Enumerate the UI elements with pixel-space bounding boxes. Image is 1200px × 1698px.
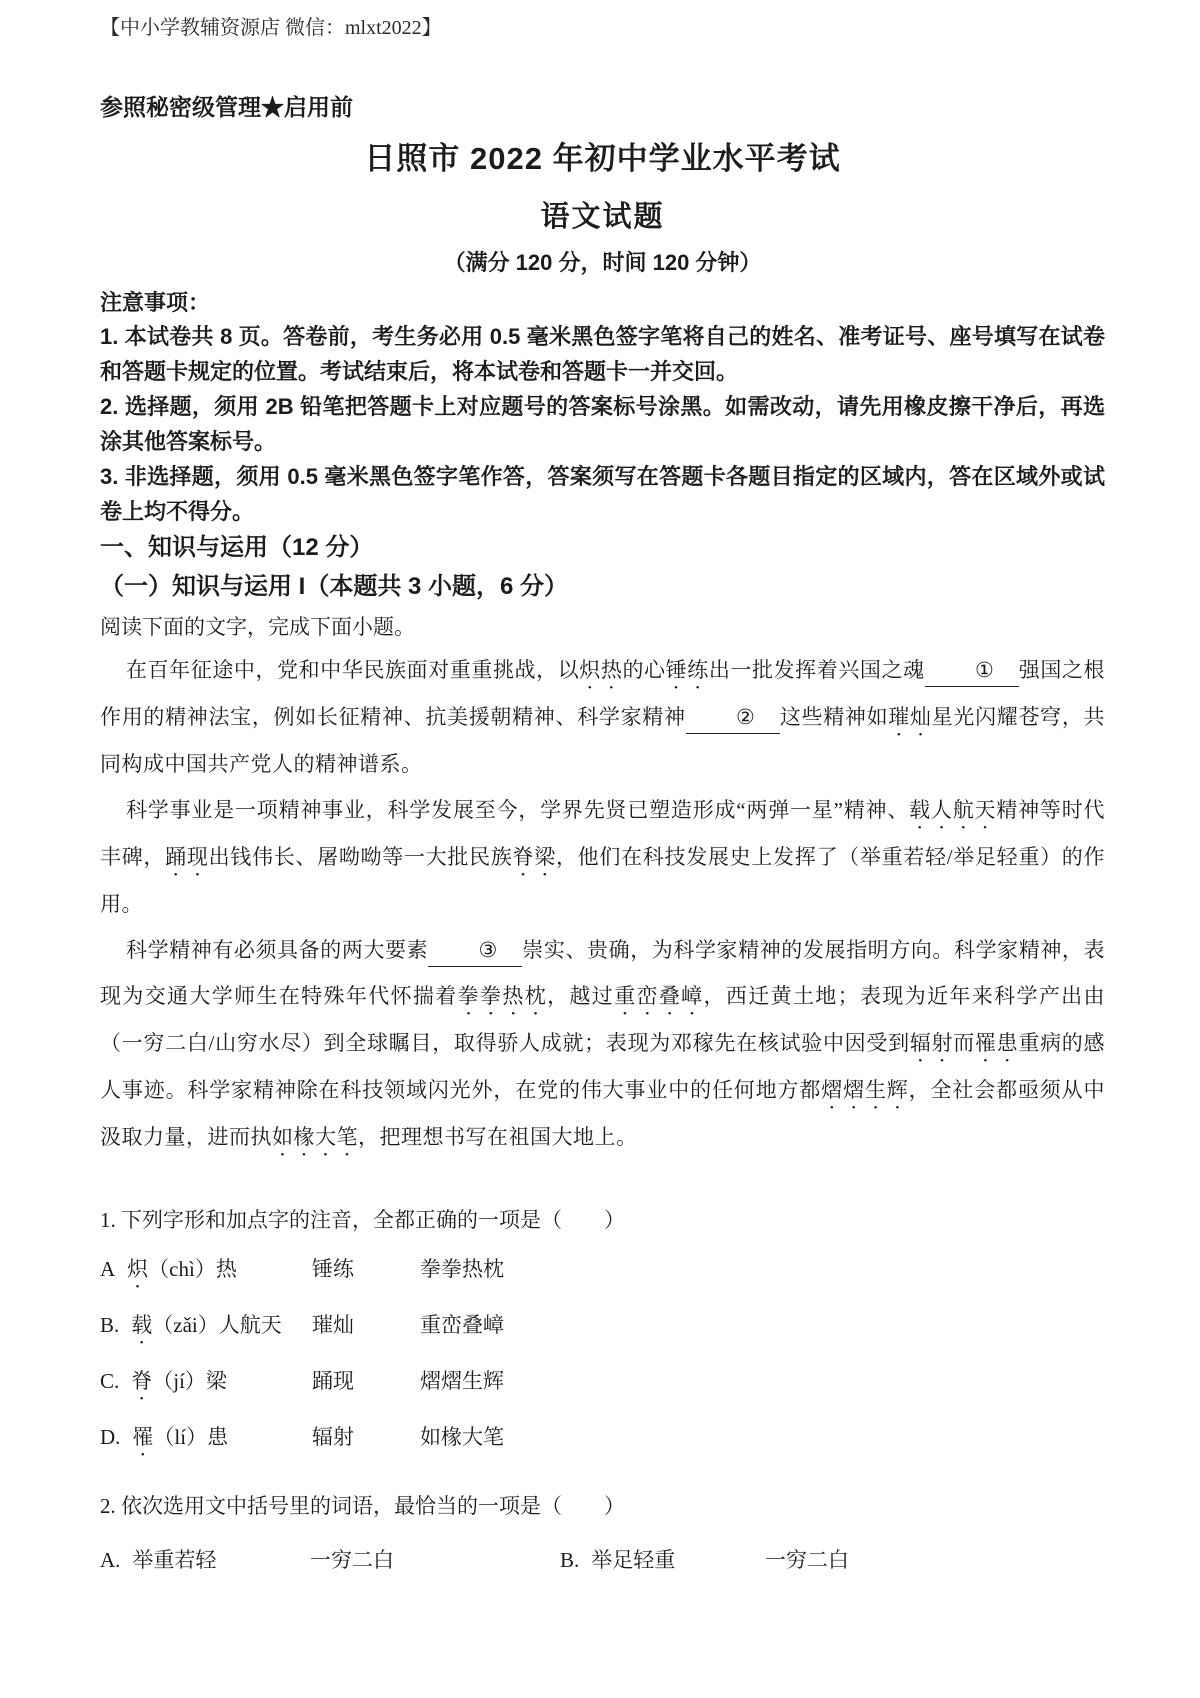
emphasized-text: 脊 [131, 1369, 153, 1393]
text-run: 熠熠生辉 [420, 1369, 504, 1393]
text-run: （zǎi）人航天 [152, 1313, 282, 1337]
passage-paragraph-2 [100, 787, 1105, 927]
text-run: 精神等时代丰碑， [100, 798, 1105, 869]
option-label: C. [100, 1369, 120, 1393]
question-2-options [100, 1543, 1105, 1577]
option-label: B. [560, 1548, 580, 1572]
text-run: ，全社会都亟须从中汲取力量，进而执 [100, 1078, 1106, 1149]
question-1-option-b [100, 1308, 1105, 1349]
exam-score-time-info: （满分 120 分，时间 120 分钟） [443, 250, 762, 275]
option-word [420, 1308, 1105, 1349]
option-word [420, 1364, 1105, 1405]
emphasized-text: 炽 [127, 1257, 149, 1281]
question-2 [100, 1489, 1105, 1577]
option-word [131, 1369, 227, 1393]
option-label: A. [100, 1548, 121, 1572]
option-word [312, 1308, 420, 1349]
text-run: ，他们在科技发展史上发挥了（举重若轻/举足轻重）的作用。 [100, 845, 1106, 916]
emphasized-text: 载 [131, 1313, 153, 1337]
option-cell [560, 1543, 765, 1577]
exam-title: 日照市 2022 年初中学业水平考试 [364, 141, 841, 176]
text-run: 拳拳热枕 [420, 1257, 504, 1281]
option-label: B. [100, 1313, 120, 1337]
text-run: 星光闪耀苍穹，共同构成中国共产党人的精神谱系。 [100, 705, 1106, 776]
notice-item-3: 3. 非选择题，须用 0.5 毫米黑色签字笔作答，答案须写在答题卡各题目指定的区域内，答在区域外或试卷上均不得分。 [100, 464, 1105, 524]
emphasized-text: 璀灿 [888, 705, 932, 729]
reading-passage [100, 647, 1105, 1161]
option-word: 一穷二白 [765, 1548, 849, 1572]
security-classification-note: 参照秘密级管理★启用前 [100, 94, 353, 120]
option-cell [100, 1252, 312, 1293]
emphasized-text: 脊梁 [512, 845, 556, 869]
text-run: 重峦叠嶂 [420, 1313, 504, 1337]
option-word [132, 1425, 228, 1449]
notice-heading: 注意事项： [100, 290, 211, 315]
emphasized-text: 辐射 [909, 1031, 954, 1055]
text-run: 辐射 [312, 1425, 354, 1449]
option-word: 举重若轻 [132, 1548, 217, 1572]
notice-item-1: 1. 本试卷共 8 页。答卷前，考生务必用 0.5 毫米黑色签字笔将自己的姓名、准考证号、座号填写在试卷和答题卡规定的位置。考试结束后，将本试卷和答题卡一并交回。 [100, 324, 1105, 384]
emphasized-text: 如椽大笔 [272, 1125, 358, 1149]
emphasized-text: 熠熠生辉 [821, 1078, 909, 1102]
option-word [312, 1252, 420, 1293]
text-run: 强国之根作用的精神法宝，例如长征精神、抗美援朝精神、科学家精神 [100, 658, 1106, 729]
text-run: 踊现 [312, 1369, 354, 1393]
option-word [312, 1364, 420, 1405]
option-word: 举足轻重 [591, 1548, 676, 1572]
text-run: （lí）患 [153, 1425, 229, 1449]
emphasized-text: 罹 [132, 1425, 154, 1449]
emphasized-text: 锤练 [665, 658, 709, 682]
fill-in-blank: ② [686, 702, 780, 734]
emphasized-text: 罹患 [974, 1031, 1019, 1055]
text-run: （jí）梁 [152, 1369, 227, 1393]
option-cell [100, 1364, 312, 1405]
text-run: ，越过 [547, 984, 615, 1008]
option-word [312, 1420, 420, 1461]
question-1-stem: 1. 下列字形和加点字的注音，全都正确的一项是（ ） [100, 1208, 625, 1232]
option-word [127, 1257, 237, 1281]
text-run: 崇实、贵确，为科学家精神的发展指明方向。科学家精神，表现为交通大学师生在特殊年代怀揣着 [100, 938, 1106, 1008]
text-run: ，西迁黄土地；表现为近年来科学产出由（一穷二白/山穷水尽）到全球瞩目，取得骄人成就；表现为邓稼先在核试验中因受到 [100, 984, 1106, 1055]
text-run: 重病的感人事迹。科学家精神除在科技领域闪光外，在党的伟大事业中的任何地方都 [100, 1031, 1106, 1102]
emphasized-text: 踊现 [165, 845, 209, 869]
text-run: 的心 [622, 658, 666, 682]
section-subheading: （一）知识与运用 I（本题共 3 小题，6 分） [100, 573, 569, 600]
notice-item-2: 2. 选择题，须用 2B 铅笔把答题卡上对应题号的答案标号涂黑。如需改动，请先用橡皮擦干净后，再选涂其他答案标号。 [100, 394, 1105, 454]
text-run: 科学事业是一项精神事业，科学发展至今，学界先贤已塑造形成“两弹一星”精神、 [126, 798, 910, 822]
option-label: A [100, 1257, 116, 1281]
text-run: 在百年征途中，党和中华民族面对重重挑战，以 [126, 658, 580, 682]
text-run: ，把理想书写在祖国大地上。 [358, 1125, 638, 1149]
text-run: 锤练 [312, 1257, 354, 1281]
question-1-option-c [100, 1364, 1105, 1405]
option-word [420, 1420, 1105, 1461]
passage-paragraph-1 [100, 647, 1105, 787]
passage-intro: 阅读下面的文字，完成下面小题。 [100, 615, 415, 639]
text-run: 科学精神有必须具备的两大要素 [126, 938, 429, 962]
text-run: 出钱伟长、屠呦呦等一大批民族 [208, 845, 513, 869]
option-word [131, 1313, 281, 1337]
section-heading: 一、知识与运用（12 分） [100, 534, 374, 561]
question-2-stem: 2. 依次选用文中括号里的词语，最恰当的一项是（ ） [100, 1494, 625, 1518]
emphasized-text: 载人航天 [909, 798, 997, 822]
option-word [420, 1252, 1105, 1293]
fill-in-blank: ① [925, 655, 1019, 687]
emphasized-text: 炽热 [579, 658, 623, 682]
option-label: D. [100, 1425, 121, 1449]
fill-in-blank: ③ [428, 935, 522, 967]
emphasized-text: 重峦叠嶂 [614, 984, 704, 1008]
passage-paragraph-3 [100, 927, 1105, 1161]
question-1 [100, 1203, 1105, 1461]
text-run: 而 [953, 1031, 975, 1055]
text-run: 这些精神如 [779, 705, 889, 729]
text-run: 如椽大笔 [420, 1425, 504, 1449]
text-run: 璀灿 [312, 1313, 354, 1337]
question-1-option-d [100, 1420, 1105, 1461]
text-run: （chì）热 [148, 1257, 237, 1281]
emphasized-text: 拳拳热枕 [457, 984, 548, 1008]
exam-subject-title: 语文试题 [540, 201, 665, 233]
option-cell [100, 1308, 312, 1349]
text-run: 出一批发挥着兴国之魂 [708, 658, 925, 682]
store-watermark: 【中小学教辅资源店 微信：mlxt2022】 [100, 17, 442, 39]
option-cell [100, 1543, 310, 1577]
option-cell [100, 1420, 312, 1461]
option-word: 一穷二白 [310, 1548, 394, 1572]
question-1-option-a [100, 1252, 1105, 1293]
